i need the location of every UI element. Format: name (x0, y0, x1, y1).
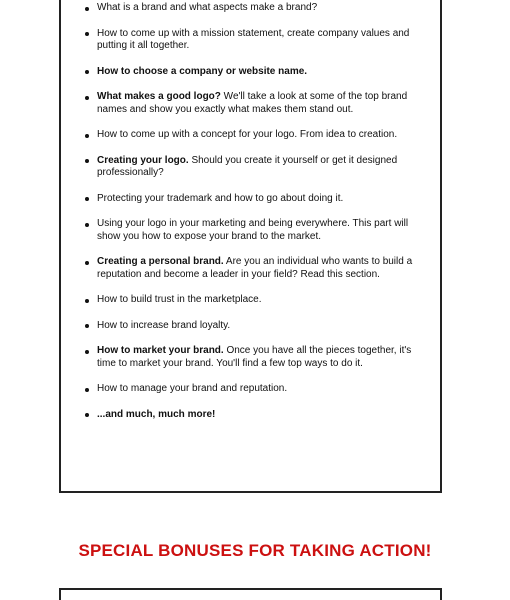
item-bold-text: Creating a personal brand. (97, 256, 224, 267)
list-item (83, 256, 423, 281)
item-text: How to build trust in the marketplace. (97, 294, 262, 305)
bonus-heading: SPECIAL BONUSES FOR TAKING ACTION! (78, 541, 432, 560)
bullet-icon (85, 197, 89, 201)
list-item (83, 155, 423, 180)
item-text: What is a brand and what aspects make a brand? (97, 2, 318, 13)
item-bold-text: ...and much, much more! (97, 408, 216, 420)
list-item (83, 320, 423, 333)
list-item (83, 2, 423, 15)
bullet-icon (85, 261, 89, 265)
item-text: How to come up with a mission statement, create company values and putting it all together. (97, 27, 410, 51)
item-text: Should you create it yourself or get it designed professionally? (97, 154, 398, 178)
bullet-icon (85, 388, 89, 392)
item-text: Protecting your trademark and how to go about doing it. (97, 192, 344, 204)
bullet-icon (85, 134, 89, 138)
item-bold-text: What makes a good logo? (97, 91, 221, 102)
bullet-icon (85, 70, 89, 74)
list-item (83, 409, 423, 422)
bullet-icon (85, 7, 89, 11)
list-item (83, 91, 423, 116)
item-bold-text: Creating your logo. (97, 154, 189, 166)
list-item (83, 66, 423, 79)
features-box (59, 0, 442, 493)
bullet-icon (85, 223, 89, 227)
list-item (83, 193, 423, 206)
bullet-icon (85, 96, 89, 100)
item-text: We'll take a look at some of the top brand names and show you exactly what makes them stand out. (97, 91, 408, 115)
item-text: How to increase brand loyalty. (97, 319, 231, 331)
item-text: Using your logo in your marketing and being everywhere. This part will show you how to expose your brand to the market. (97, 218, 409, 242)
item-bold-text: How to market your brand. (97, 345, 224, 356)
item-text: How to manage your brand and reputation. (97, 383, 288, 394)
features-list (83, 2, 423, 434)
list-item (83, 383, 423, 396)
list-item (83, 218, 423, 243)
item-bold-text: How to choose a company or website name. (97, 65, 308, 77)
bullet-icon (85, 299, 89, 303)
list-item (83, 294, 423, 307)
bullet-icon (85, 32, 89, 36)
bonus-box (59, 588, 442, 600)
list-item (83, 129, 423, 142)
list-item (83, 28, 423, 53)
list-item (83, 345, 423, 370)
item-text: Once you have all the pieces together, it's time to market your brand. You'll find a few top ways to do it. (97, 345, 412, 369)
bullet-icon (85, 413, 89, 417)
item-text: Are you an individual who wants to build a reputation and become a leader in your field? Read this section. (97, 256, 413, 280)
bullet-icon (85, 350, 89, 354)
item-text: How to come up with a concept for your logo. From idea to creation. (97, 129, 398, 140)
bullet-icon (85, 324, 89, 328)
bullet-icon (85, 159, 89, 163)
